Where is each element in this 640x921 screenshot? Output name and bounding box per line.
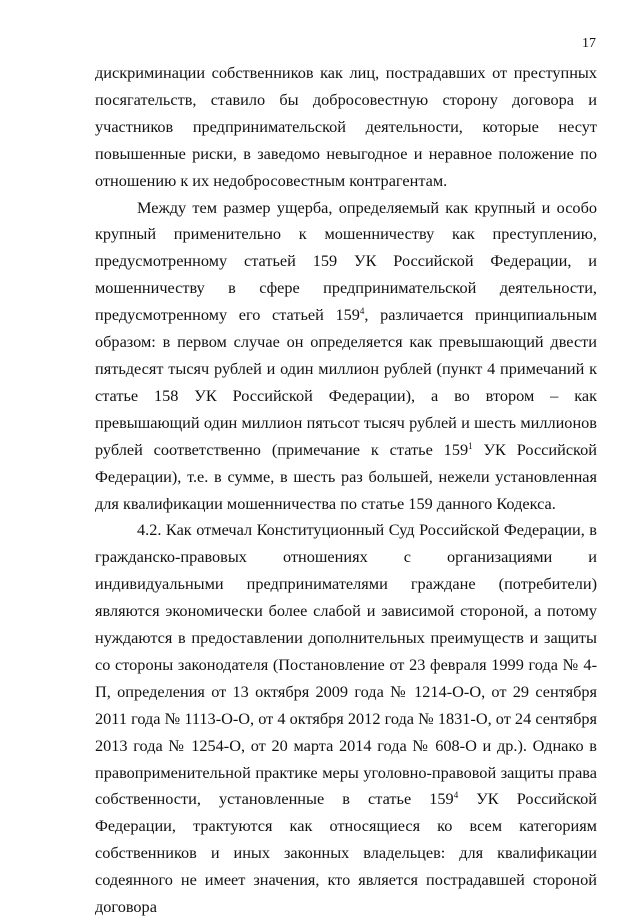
page-number: 17	[582, 36, 596, 51]
paragraph-2-text-c: УК Российской Федерации), т.е. в сумме, в шесть раз большей, нежели установленная для квалификации мошенничества по статье 159 данного Кодекса.	[95, 439, 597, 513]
paragraph-1	[95, 60, 597, 195]
paragraph-3-text-a: 4.2. Как отмечал Конституционный Суд Российской Федерации, в гражданско-правовых отношениях с организациями и индивидуальными предпринимателями граждане (потребители) являются экономически более слабой и зависимой стороной, а потому нуждаются в предоставлении дополнительных преимуществ и защиты со стороны законодателя (Постановление от 23 февраля 1999 года № 4-П, определения от 13 октября 2009 года № 1214-О-О, от 29 сентября 2011 года № 1113-О-О, от 4 октября 2012 года № 1831-О, от 24 сентября 2013 года № 1254-О, от 20 марта 2014 года № 608-О и др.). Однако в правоприменительной практике меры уголовно-правовой защиты права собственности, установленные в статье 159	[95, 520, 597, 809]
document-body	[95, 60, 597, 921]
paragraph-2	[95, 195, 597, 518]
paragraph-3	[95, 517, 597, 921]
paragraph-2-superscript-1: 4	[359, 306, 365, 317]
paragraph-2-superscript-2: 1	[468, 440, 473, 451]
paragraph-3-text-b: УК Российской Федерации, трактуются как относящиеся ко всем категориям собственников и иных законных владельцев: для квалификации содеянного не имеет значения, кто является пострадавшей стороной договора	[95, 789, 597, 917]
paragraph-3-superscript-1: 4	[453, 790, 459, 801]
paragraph-2-text-b: , различается принципиальным образом: в первом случае он определяется как превышающий двести пятьдесят тысяч рублей и один миллион рублей (пункт 4 примечаний к статье 158 УК Российской Федерации), а во втором – как превышающий один миллион пятьсот тысяч рублей и шесть миллионов рублей соответственно (примечание к статье 159	[95, 305, 597, 459]
paragraph-2-text-a: Между тем размер ущерба, определяемый как крупный и особо крупный применительно к мошенничеству как преступлению, предусмотренному статьей 159 УК Российской Федерации, и мошенничеству в сфере предпринимательской деятельности, предусмотренному его статьей 159	[95, 197, 597, 325]
paragraph-1-text: дискриминации собственников как лиц, пострадавших от преступных посягательств, ставило бы добросовестную сторону договора и участников предпринимательской деятельности, которые несут повышенные риски, в заведомо невыгодное и неравное положение по отношению к их недобросовестным контрагентам.	[95, 63, 597, 190]
